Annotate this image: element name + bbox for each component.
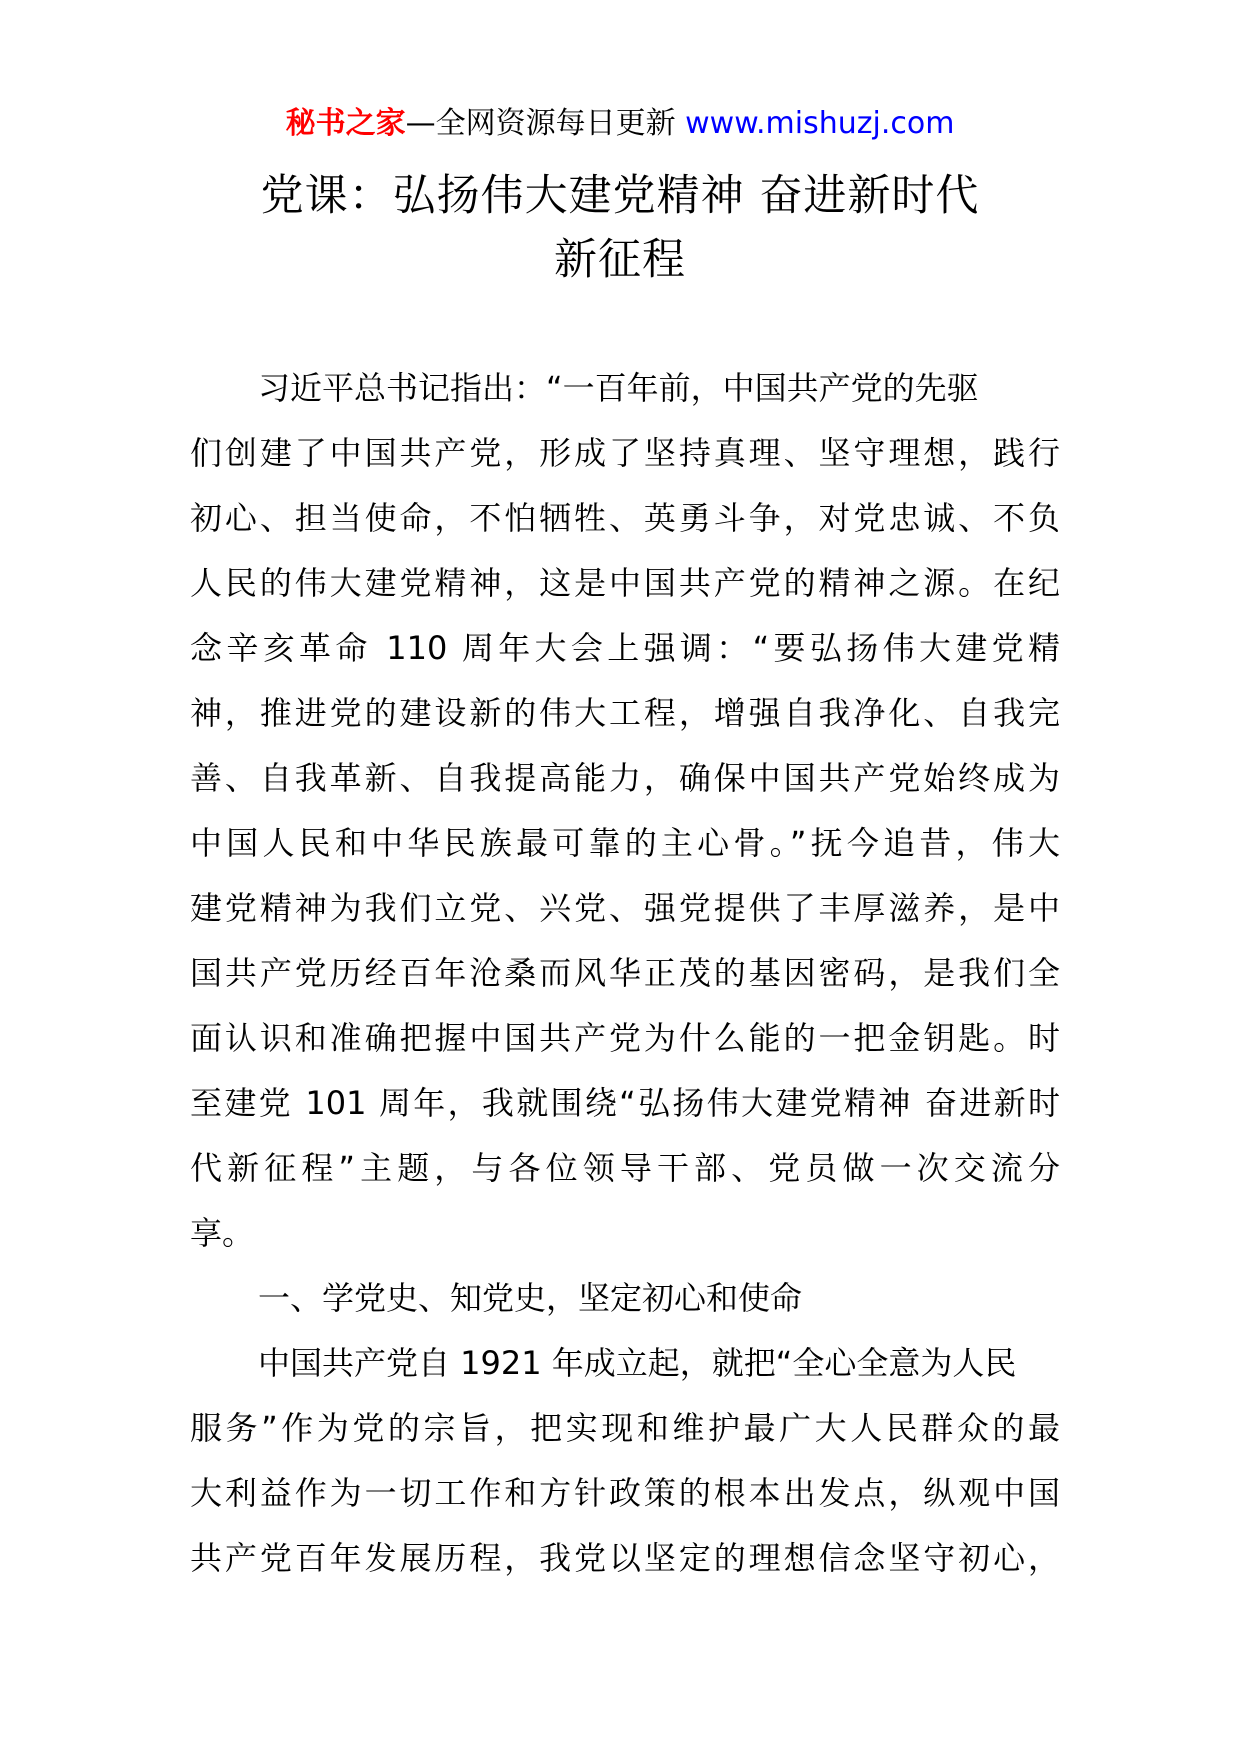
- paragraph-line: 面认识和准确把握中国共产党为什么能的一把金钥匙。时: [190, 1019, 1060, 1057]
- paragraph-line: 人民的伟大建党精神，这是中国共产党的精神之源。在纪: [190, 564, 1060, 602]
- paragraph-line: 初心、担当使命，不怕牺牲、英勇斗争，对党忠诚、不负: [190, 499, 1060, 537]
- paragraph-line: 至建党 101 周年，我就围绕“弘扬伟大建党精神 奋进新时: [190, 1084, 1060, 1122]
- paragraph-line: 中国共产党自 1921 年成立起，就把“全心全意为人民: [258, 1344, 1017, 1382]
- paragraph-line: 中国人民和中华民族最可靠的主心骨。”抚今追昔，伟大: [190, 824, 1060, 862]
- paragraph-line: 国共产党历经百年沧桑而风华正茂的基因密码，是我们全: [190, 954, 1060, 992]
- paragraph-line: 共产党百年发展历程，我党以坚定的理想信念坚守初心，: [190, 1539, 1060, 1577]
- paragraph-line: 们创建了中国共产党，形成了坚持真理、坚守理想，践行: [190, 434, 1060, 472]
- header-tagline: —全网资源每日更新: [405, 106, 686, 141]
- paragraph-line: 服务”作为党的宗旨，把实现和维护最广大人民群众的最: [190, 1409, 1060, 1447]
- paragraph-line: 享。: [190, 1214, 255, 1252]
- paragraph-line: 神，推进党的建设新的伟大工程，增强自我净化、自我完: [190, 694, 1060, 732]
- title-line-2: 新征程: [554, 235, 686, 285]
- site-header: [0, 104, 1240, 144]
- paragraph-line: 念辛亥革命 110 周年大会上强调：“要弘扬伟大建党精: [190, 629, 1060, 667]
- title-line-1: 党课：弘扬伟大建党精神 奋进新时代: [260, 171, 980, 221]
- paragraph-line: 习近平总书记指出：“一百年前，中国共产党的先驱: [258, 369, 979, 407]
- brand-name: 秘书之家: [285, 106, 406, 141]
- site-url[interactable]: www.mishuzj.com: [685, 106, 955, 141]
- paragraph-line: 代新征程”主题，与各位领导干部、党员做一次交流分: [190, 1149, 1060, 1187]
- section-heading: 一、学党史、知党史，坚定初心和使命: [258, 1279, 803, 1317]
- document-body: [190, 356, 1060, 1591]
- paragraph-line: 建党精神为我们立党、兴党、强党提供了丰厚滋养，是中: [190, 889, 1060, 927]
- document-title: [0, 164, 1240, 292]
- paragraph-line: 大利益作为一切工作和方针政策的根本出发点，纵观中国: [190, 1474, 1060, 1512]
- paragraph-line: 善、自我革新、自我提高能力，确保中国共产党始终成为: [190, 759, 1060, 797]
